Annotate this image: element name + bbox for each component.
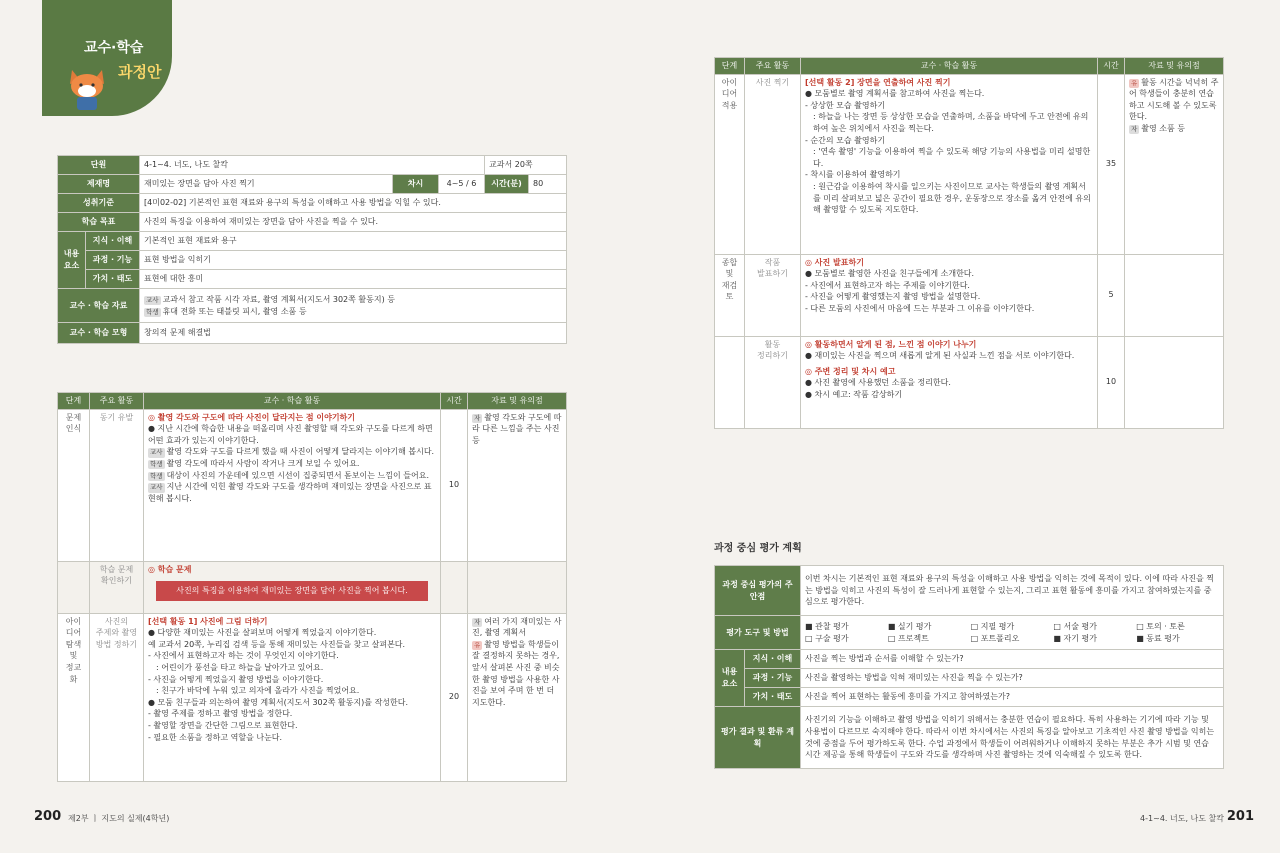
- process-r3-line: - 사진에서 표현하고자 하는 것이 무엇인지 이야기한다.: [148, 651, 339, 661]
- notes-r1-text: 촬영 각도와 구도에 따라 다른 느낌을 주는 사진 등: [472, 412, 562, 445]
- activity-motivation: 동기 유발: [90, 409, 144, 561]
- header-time: 시간: [1098, 58, 1125, 75]
- dialog-teacher-2: 지난 시간에 익힌 촬영 각도와 구도를 생각하며 재미있는 장면을 사진으로 표현해 봅시다.: [148, 482, 432, 503]
- process-r3-line: ● 모둠 친구들과 의논하여 촬영 계획서(지도서 302쪽 활동지)를 작성한다.: [148, 697, 409, 707]
- header-stage: 단계: [715, 58, 745, 75]
- process-r3-line: - 사진을 어떻게 찍었을지 촬영 방법을 이야기한다.: [148, 674, 324, 684]
- element-label-1: 과정 · 기능: [86, 251, 140, 270]
- goal-label: 학습 목표: [58, 213, 140, 232]
- learning-problem-banner: 사진의 특징을 이용하여 재미있는 장면을 담아 사진을 찍어 봅시다.: [156, 581, 428, 601]
- eval-tool: ■ 관찰 평가: [805, 621, 849, 631]
- eval-result-label: 평가 결과 및 환류 계획: [715, 707, 801, 769]
- process-r3-line: - 촬영 주제를 정하고 촬영 방법을 정한다.: [148, 709, 293, 719]
- process-r6-line1: ● 재미있는 사진을 찍으며 새롭게 알게 된 사실과 느낀 점을 서로 이야기한다.: [805, 351, 1075, 361]
- process-r6-title2: ◎ 주변 정리 및 차시 예고: [805, 366, 896, 376]
- standard-label: 성취기준: [58, 194, 140, 213]
- process-r1-title: ◎ 촬영 각도와 구도에 따라 사진이 달라지는 점 이야기하기: [148, 412, 356, 422]
- notes-r4: [1125, 74, 1224, 254]
- elements-label: 내용 요소: [58, 232, 86, 289]
- header-notes: 자료 및 유의점: [468, 393, 567, 410]
- header-process: 교수 · 학습 활동: [144, 393, 441, 410]
- tag-student: 학생: [150, 471, 163, 480]
- process-r6: [801, 336, 1098, 428]
- page-number-left: 200: [34, 809, 62, 825]
- dialog-student-1: 촬영 각도에 따라서 사람이 작거나 크게 보일 수 있어요.: [166, 458, 360, 468]
- eval-element-value-0: 사진을 찍는 방법과 순서를 이해할 수 있는가?: [801, 650, 1224, 669]
- footer-right-text: 4-1~4. 너도, 나도 찰칵: [1140, 814, 1224, 824]
- materials-value: [140, 289, 567, 323]
- process-r5-line: - 다른 모둠의 사진에서 마음에 드는 부분과 그 이유를 이야기한다.: [805, 303, 1035, 313]
- right-process-table: [714, 57, 1223, 429]
- process-r6-line2: ● 사진 촬영에 사용했던 소품을 정리한다.: [805, 378, 951, 388]
- tag-caution: 유: [474, 640, 481, 649]
- fox-mascot-icon: [66, 66, 108, 112]
- eval-element-value-2: 사진을 찍어 표현하는 활동에 흥미를 가지고 참여하였는가?: [801, 688, 1224, 707]
- process-r5-line: ● 모둠별로 촬영한 사진을 친구들에게 소개한다.: [805, 269, 975, 279]
- process-r6-title: ◎ 활동하면서 알게 된 점, 느낀 점 이야기 나누기: [805, 339, 977, 349]
- notes-r1: [468, 409, 567, 561]
- materials-teacher: 교과서 참고 작품 시각 자료, 촬영 계획서(지도서 302쪽 활동지) 등: [162, 294, 395, 304]
- eval-element-label-2: 가치 · 태도: [745, 688, 801, 707]
- eval-tool: □ 토의 · 토론: [1136, 621, 1185, 631]
- materials-student: 휴대 전화 또는 태블릿 피시, 촬영 소품 등: [162, 306, 307, 316]
- notes-r3: [468, 613, 567, 781]
- eval-result: 사진기의 기능을 이해하고 촬영 방법을 익히기 위해서는 충분한 연습이 필요하다. 특히 사용하는 기기에 따라 기능 및 사용법이 다르므로 숙지해야 한다. 따라서 이번 차시에서는 사진의 특징을 알아보고 기초적인 사진 촬영 방법을 익히는 것에 중점을 두어 평가하도록 한다. 수업 과정에서 학생들이 어려워하거나 이해하지 못하는 부분은 추가 시범 및 연습 시간 제공을 통해 학생들이 구도와 각도를 생각하며 사진 촬영하는 것에 익숙해질 수 있도록 한다.: [801, 707, 1224, 769]
- badge-title-line1: 교수·학습: [84, 40, 144, 56]
- stage-problem: 문제 인식: [58, 409, 90, 561]
- tag-student: 학생: [150, 459, 163, 468]
- eval-tool: □ 포트폴리오: [970, 633, 1020, 643]
- header-activity: 주요 활동: [90, 393, 144, 410]
- model-value: 창의적 문제 해결법: [140, 323, 567, 344]
- left-process-table: [57, 392, 566, 782]
- eval-table: [714, 565, 1223, 769]
- eval-tool: ■ 자기 평가: [1053, 633, 1097, 643]
- process-r4-line: : 하늘을 나는 장면 등 상상한 모습을 연출하며, 소품을 바닥에 두고 안전에 유의하여 높은 위치에서 사진을 찍는다.: [813, 112, 1089, 133]
- process-r4-line: - 상상한 모습 촬영하기: [805, 100, 886, 110]
- session-label: 차시: [393, 175, 439, 194]
- dialog-student-2: 대상이 사진의 가운데에 있으면 시선이 집중되면서 돋보이는 느낌이 들어요.: [166, 470, 430, 480]
- header-stage: 단계: [58, 393, 90, 410]
- notes-r4-text1: 활동 시간을 넉넉히 주어 학생들이 충분히 연습하고 시도해 볼 수 있도록 한다.: [1129, 77, 1219, 122]
- teacher-tag: 교사: [146, 295, 159, 304]
- tag-teacher: 교사: [150, 448, 163, 457]
- element-value-1: 표현 방법을 익히기: [140, 251, 567, 270]
- eval-tool: □ 지필 평가: [970, 621, 1015, 631]
- eval-purpose: 이번 차시는 기본적인 표현 재료와 용구의 특성을 이해하고 사용 방법을 익히는 것에 목적이 있다. 이에 따라 사진을 찍는 방법을 익히고 사진의 특성이 잘 드러나게 표현할 수 있는지, 그리고 표현 활동에 흥미를 가지고 참여하였는지를 중심으로 평가한다.: [801, 566, 1224, 616]
- process-r3-line: - 촬영할 장면을 간단한 그림으로 표현한다.: [148, 720, 298, 730]
- process-r4-line: ● 모둠별로 촬영 계획서를 참고하여 사진을 찍는다.: [805, 89, 985, 99]
- time-r3: 20: [441, 613, 468, 781]
- time-r5: 5: [1098, 254, 1125, 336]
- activity-wrap-up: 활동 정리하기: [745, 336, 801, 428]
- eval-elements-label: 내용 요소: [715, 650, 745, 707]
- right-page: [640, 0, 1280, 853]
- notes-r3-text1: 여러 가지 재미있는 사진, 촬영 계획서: [472, 616, 562, 638]
- tag-material: 자: [474, 617, 481, 626]
- process-r6-line3: ● 차시 예고: 작품 감상하기: [805, 389, 903, 399]
- process-r2: [144, 561, 441, 613]
- stage-idea-explore: 아이디어 탐색 및 정교화: [58, 613, 90, 781]
- activity-present: 작품 발표하기: [745, 254, 801, 336]
- badge-title-line2: 과정안: [118, 63, 162, 81]
- process-r5-line: - 사진을 어떻게 촬영했는지 촬영 방법을 설명한다.: [805, 292, 981, 302]
- standard-value: [4미02-02] 기본적인 표현 재료와 용구의 특성을 이해하고 사용 방법을 익힐 수 있다.: [140, 194, 567, 213]
- eval-element-value-1: 사진을 촬영하는 방법을 익혀 재미있는 사진을 찍을 수 있는가?: [801, 669, 1224, 688]
- process-r1-bullet: ● 지난 시간에 학습한 내용을 떠올리며 사진 촬영할 때 각도와 구도를 다르게 하면 어떤 효과가 있는지 이야기한다.: [148, 424, 433, 445]
- dialog-teacher-1: 촬영 각도와 구도를 다르게 했을 때 사진이 어떻게 달라지는 이야기해 봅시다.: [166, 447, 435, 457]
- topic-value: 재미있는 장면을 담아 사진 찍기: [140, 175, 393, 194]
- topic-label: 제재명: [58, 175, 140, 194]
- header-notes: 자료 및 유의점: [1125, 58, 1224, 75]
- header-activity: 주요 활동: [745, 58, 801, 75]
- stage-synthesis: 종합 및 재검토: [715, 254, 745, 336]
- eval-tool: □ 프로젝트: [887, 633, 929, 643]
- eval-element-label-1: 과정 · 기능: [745, 669, 801, 688]
- time-r6: 10: [1098, 336, 1125, 428]
- unit-label: 단원: [58, 156, 140, 175]
- element-label-2: 가치 · 태도: [86, 270, 140, 289]
- time-label: 시간(분): [485, 175, 529, 194]
- page-number-right: 201: [1226, 809, 1254, 825]
- time-r4: 35: [1098, 74, 1125, 254]
- process-r3-line: : 어린이가 풍선을 타고 하늘을 날아가고 있어요.: [156, 662, 324, 672]
- eval-tool: □ 구술 평가: [805, 633, 849, 643]
- process-r5-line: - 사진에서 표현하고자 하는 주제를 이야기한다.: [805, 280, 970, 290]
- unit-value: 4-1~4. 너도, 나도 찰칵: [140, 156, 485, 175]
- time-r1: 10: [441, 409, 468, 561]
- process-r4-line: - 순간의 모습 촬영하기: [805, 135, 886, 145]
- process-r1: [144, 409, 441, 561]
- process-r5: [801, 254, 1098, 336]
- header-time: 시간: [441, 393, 468, 410]
- process-r4-line: - 착시를 이용하여 촬영하기: [805, 170, 901, 180]
- tag-caution: 유: [1131, 78, 1138, 87]
- tag-teacher: 교사: [150, 483, 163, 492]
- eval-purpose-label: 과정 중심 평가의 주안점: [715, 566, 801, 616]
- process-r4-title: [선택 활동 2] 장면을 연출하여 사진 찍기: [805, 77, 951, 87]
- unit-info-table: [57, 155, 566, 344]
- process-r4: [801, 74, 1098, 254]
- activity-take-photo: 사진 찍기: [745, 74, 801, 254]
- materials-label: 교수 · 학습 자료: [58, 289, 140, 323]
- notes-r3-text2: 촬영 방법을 학생들이 잘 결정하지 못하는 경우, 앞서 살펴본 사진 중 비슷한 촬영 방법을 사용한 사진을 보여 주며 한 번 더 지도한다.: [472, 639, 560, 707]
- process-r4-line: : 원근감을 이용하여 착시를 일으키는 사진이므로 교사는 학생들의 촬영 계획서를 미리 살펴보고 넓은 공간이 필요한 경우, 운동장으로 장소를 옮겨 안전에 유의해 촬영할 수 있도록 지도한다.: [813, 181, 1091, 215]
- footer-left-text: 제2부 ㅣ 지도의 실제(4학년): [68, 814, 170, 824]
- eval-tool: □ 서술 평가: [1053, 621, 1097, 631]
- process-r5-title: ◎ 사진 발표하기: [805, 257, 864, 267]
- element-value-2: 표현에 대한 흥미: [140, 270, 567, 289]
- process-r2-title: ◎ 학습 문제: [148, 564, 192, 574]
- eval-element-label-0: 지식 · 이해: [745, 650, 801, 669]
- model-label: 교수 · 학습 모형: [58, 323, 140, 344]
- process-r3-line: 예 교과서 20쪽, 누리집 검색 등을 통해 재미있는 사진들을 찾고 살펴본다.: [148, 639, 406, 649]
- eval-tools-label: 평가 도구 및 방법: [715, 616, 801, 650]
- tag-material: 자: [474, 413, 481, 422]
- element-value-0: 기본적인 표현 재료와 용구: [140, 232, 567, 251]
- process-r3: [144, 613, 441, 781]
- process-r3-title: [선택 활동 1] 사진에 그림 더하기: [148, 616, 268, 626]
- activity-check-problem: 학습 문제 확인하기: [90, 561, 144, 613]
- goal-value: 사진의 특징을 이용하여 재미있는 장면을 담아 사진을 찍을 수 있다.: [140, 213, 567, 232]
- eval-tool: ■ 동료 평가: [1136, 633, 1180, 643]
- eval-section-title: 과정 중심 평가 계획: [714, 543, 802, 554]
- element-label-0: 지식 · 이해: [86, 232, 140, 251]
- student-tag: 학생: [146, 307, 159, 316]
- eval-tools: [801, 616, 1224, 650]
- process-r3-line: : 친구가 바닥에 누워 있고 의자에 올라가 사진을 찍었어요.: [156, 686, 360, 696]
- notes-r4-text2: 촬영 소품 등: [1141, 123, 1186, 133]
- session-value: 4~5 / 6: [439, 175, 485, 194]
- process-r3-line: - 필요한 소품을 정하고 역할을 나눈다.: [148, 732, 283, 742]
- time-value: 80: [529, 175, 567, 194]
- textbook-page: 교과서 20쪽: [485, 156, 567, 175]
- tag-material: 자: [1131, 124, 1138, 133]
- header-process: 교수 · 학습 활동: [801, 58, 1098, 75]
- activity-plan: 사진의 주제와 촬영 방법 정하기: [90, 613, 144, 781]
- eval-tool: ■ 실기 평가: [887, 621, 932, 631]
- stage-idea-apply: 아이디어 적용: [715, 74, 745, 254]
- process-r3-line: ● 다양한 재미있는 사진을 살펴보며 어떻게 찍었을지 이야기한다.: [148, 628, 377, 638]
- process-r4-line: : '연속 촬영' 기능을 이용하여 찍을 수 있도록 해당 기능의 사용법을 미리 설명한다.: [813, 147, 1091, 168]
